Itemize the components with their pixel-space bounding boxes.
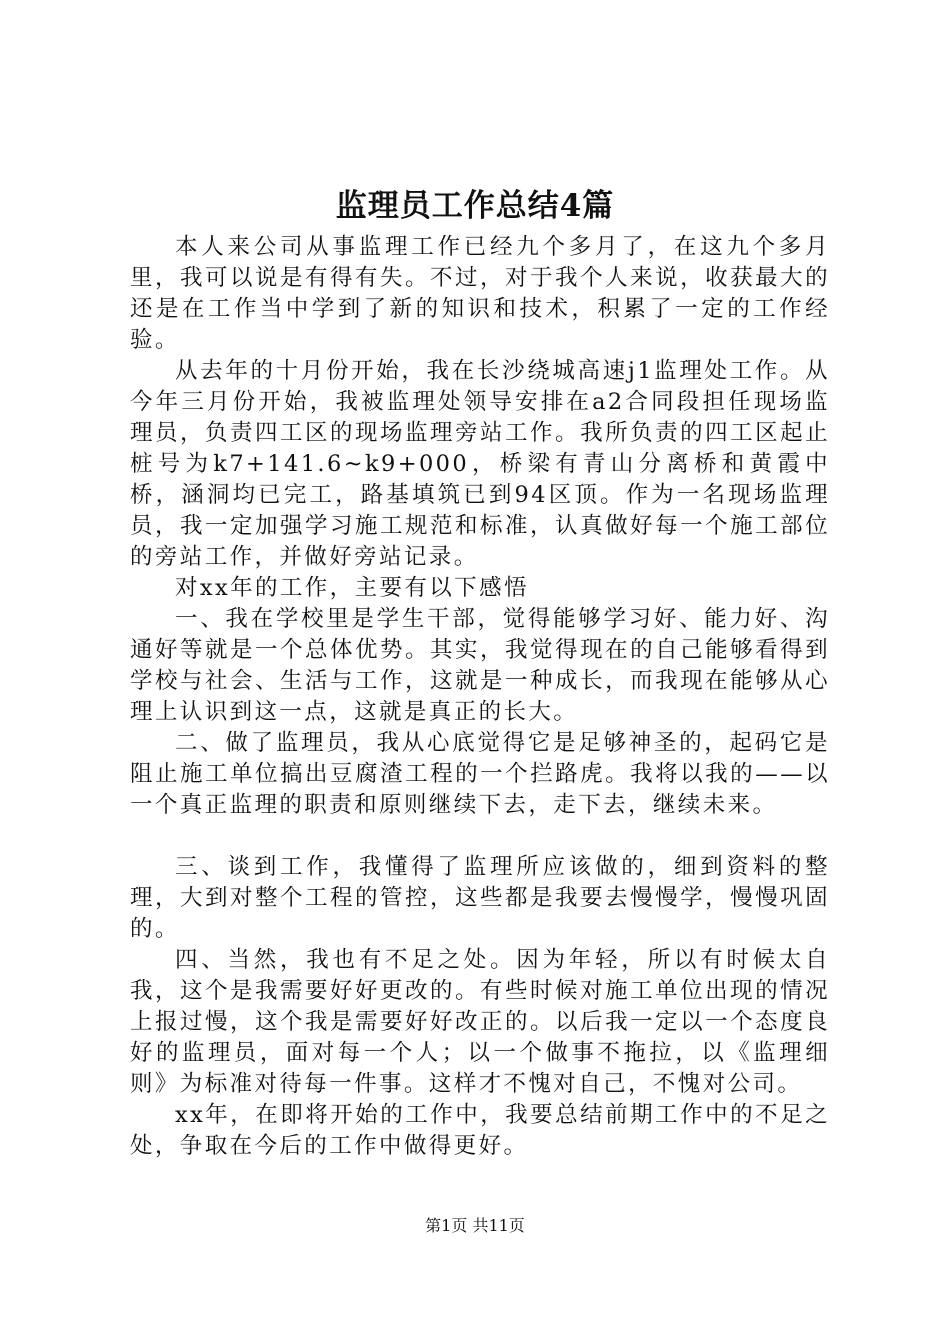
paragraph-work-history: 从去年的十月份开始，我在长沙绕城高速j1监理处工作。从今年三月份开始，我被监理处领导安排在a2合同段担任现场监理员，负责四工区的现场监理旁站工作。我所负责的四工区起止桩号为k7+141.6~k9+000，桥梁有青山分离桥和黄霞中桥，涵洞均已完工，路基填筑已到94区顶。作为一名现场监理员，我一定加强学习施工规范和标准，认真做好每一个施工部位的旁站工作，并做好旁站记录。: [130, 358, 830, 570]
document-body: [130, 232, 830, 1162]
paragraph-insight-one: 一、我在学校里是学生干部，觉得能够学习好、能力好、沟通好等就是一个总体优势。其实，我觉得现在的自己能够看得到学校与社会、生活与工作，这就是一种成长，而我现在能够从心理上认识到这一点，这就是真正的长大。: [130, 606, 830, 725]
paragraph-intro: 本人来公司从事监理工作已经九个多月了，在这九个多月里，我可以说是有得有失。不过，对于我个人来说，收获最大的还是在工作当中学到了新的知识和技术，积累了一定的工作经验。: [130, 234, 830, 353]
document-title: 监理员工作总结4篇: [335, 188, 615, 224]
paragraph-conclusion: xx年，在即将开始的工作中，我要总结前期工作中的不足之处，争取在今后的工作中做得更好。: [130, 1102, 830, 1159]
paragraph-insights-heading: 对xx年的工作，主要有以下感悟: [175, 575, 529, 601]
paragraph-insight-two: 二、做了监理员，我从心底觉得它是足够神圣的，起码它是阻止施工单位搞出豆腐渣工程的一个拦路虎。我将以我的——以一个真正监理的职责和原则继续下去，走下去，继续未来。: [130, 730, 830, 818]
paragraph-spacer: [130, 821, 830, 852]
page-number: 第1页 共11页: [425, 1216, 525, 1235]
paragraph-insight-three: 三、谈到工作，我懂得了监理所应该做的，细到资料的整理，大到对整个工程的管控，这些都是我要去慢慢学，慢慢巩固的。: [130, 854, 830, 942]
paragraph-insight-four: 四、当然，我也有不足之处。因为年轻，所以有时候太自我，这个是我需要好好更改的。有些时候对施工单位出现的情况上报过慢，这个我是需要好好改正的。以后我一定以一个态度良好的监理员，面对每一个人；以一个做事不拖拉，以《监理细则》为标准对待每一件事。这样才不愧对自己，不愧对公司。: [130, 947, 830, 1097]
